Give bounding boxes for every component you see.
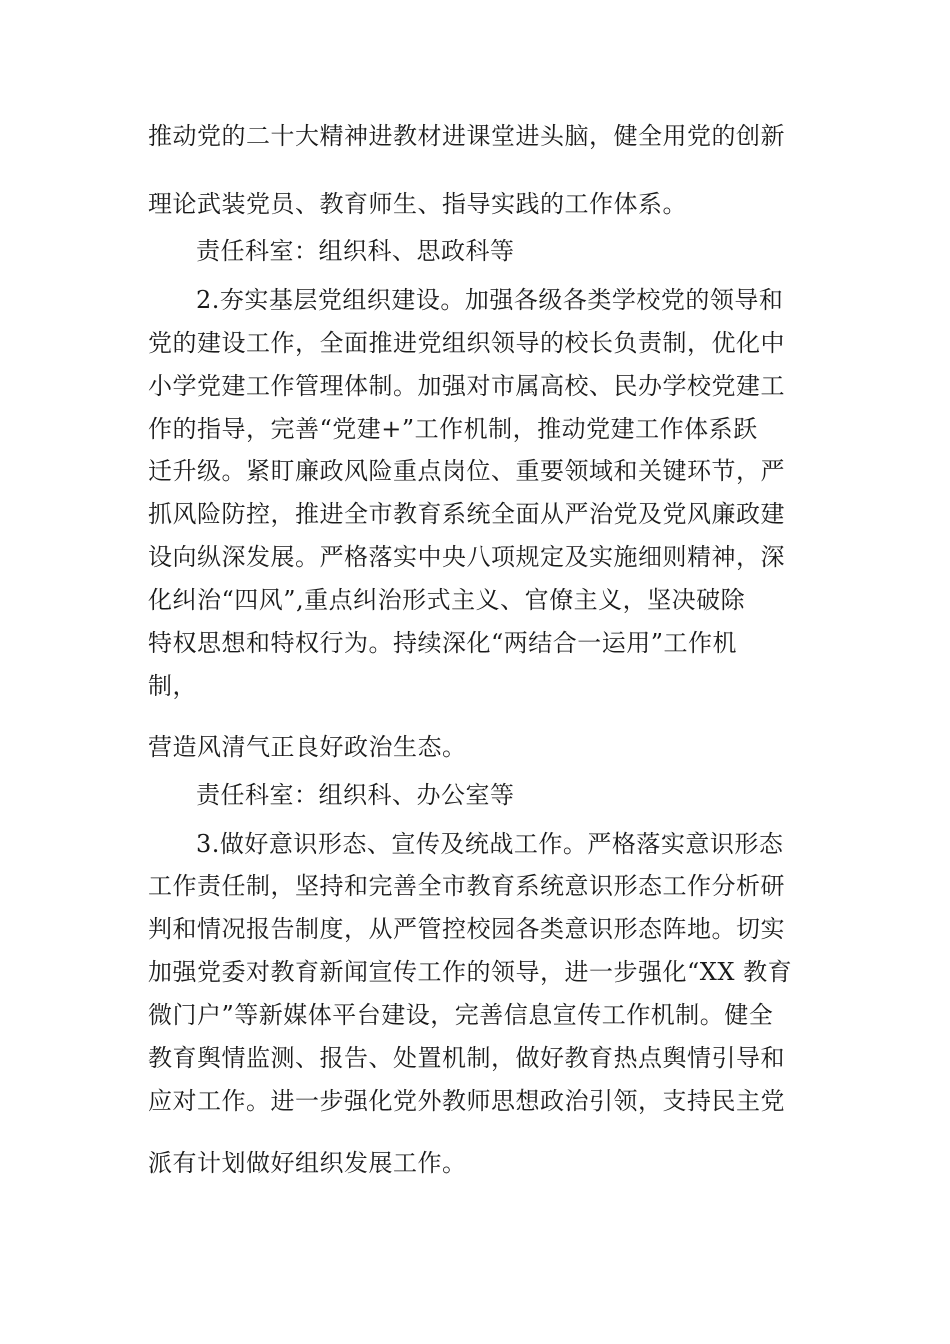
text-line: 判和情况报告制度，从严管控校园各类意识形态阵地。切实: [148, 915, 785, 943]
responsibility-line: 责任科室：组织科、办公室等: [196, 781, 515, 809]
text-line: 抓风险防控，推进全市教育系统全面从严治党及党风廉政建: [148, 500, 785, 528]
section-heading-line: 2.夯实基层党组织建设。加强各级各类学校党的领导和: [196, 286, 784, 314]
text-line: 特权思想和特权行为。持续深化“两结合一运用”工作机: [148, 629, 738, 657]
text-line: 教育舆情监测、报告、处置机制，做好教育热点舆情引导和: [148, 1044, 785, 1072]
text-line: 化纠治“四风”,重点纠治形式主义、官僚主义，坚决破除: [148, 586, 746, 614]
text-line: 制，: [148, 672, 197, 700]
text-line: 迁升级。紧盯廉政风险重点岗位、重要领域和关键环节，严: [148, 457, 785, 485]
text-line: 派有计划做好组织发展工作。: [148, 1149, 467, 1177]
text-line: 小学党建工作管理体制。加强对市属高校、民办学校党建工: [148, 372, 785, 400]
text-line: 工作责任制，坚持和完善全市教育系统意识形态工作分析研: [148, 872, 785, 900]
text-line: 设向纵深发展。严格落实中央八项规定及实施细则精神，深: [148, 543, 785, 571]
text-line: 理论武装党员、教育师生、指导实践的工作体系。: [148, 190, 687, 218]
text-line: 党的建设工作，全面推进党组织领导的校长负责制，优化中: [148, 329, 785, 357]
section-heading-line: 3.做好意识形态、宣传及统战工作。严格落实意识形态: [196, 830, 784, 858]
text-line: 推动党的二十大精神进教材进课堂进头脑，健全用党的创新: [148, 122, 785, 150]
text-line: 加强党委对教育新闻宣传工作的领导，进一步强化“XX 教育: [148, 958, 793, 986]
text-line: 应对工作。进一步强化党外教师思想政治引领，支持民主党: [148, 1087, 785, 1115]
text-line: 作的指导，完善“党建+”工作机制，推动党建工作体系跃: [148, 415, 758, 443]
responsibility-line: 责任科室：组织科、思政科等: [196, 237, 515, 265]
text-line: 营造风清气正良好政治生态。: [148, 733, 467, 761]
text-line: 微门户”等新媒体平台建设，完善信息宣传工作机制。健全: [148, 1001, 774, 1029]
